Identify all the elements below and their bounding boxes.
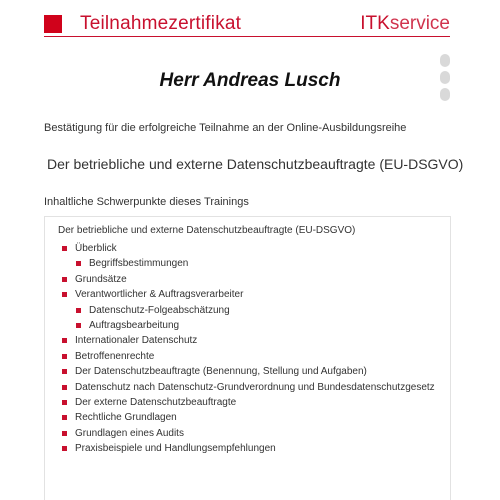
- red-square-bullet-icon: [62, 385, 67, 390]
- topic-item: [62, 395, 435, 410]
- topic-item: [62, 272, 435, 287]
- topic-item: [62, 287, 435, 302]
- red-square-bullet-icon: [62, 277, 67, 282]
- topics-box: [44, 216, 451, 500]
- topic-item: [62, 241, 435, 256]
- topic-subitem: [76, 318, 435, 333]
- red-square-bullet-icon: [62, 400, 67, 405]
- topic-label: Grundlagen eines Audits: [75, 427, 184, 439]
- topic-label: Begriffsbestimmungen: [89, 258, 189, 270]
- topic-item: [62, 426, 435, 441]
- topic-subitem: [76, 256, 435, 271]
- topics-heading: Inhaltliche Schwerpunkte dieses Trainings: [44, 196, 249, 208]
- topic-label: Auftragsbearbeitung: [89, 319, 180, 331]
- red-square-bullet-icon: [62, 446, 67, 451]
- topic-item: [62, 380, 435, 395]
- certificate-header: [44, 12, 450, 37]
- red-square-bullet-icon: [62, 431, 67, 436]
- red-square-bullet-icon: [76, 308, 81, 313]
- red-square-bullet-icon: [62, 246, 67, 251]
- topic-item: [62, 364, 435, 379]
- topic-label: Der Datenschutzbeauftragte (Benennung, Stellung und Aufgaben): [75, 366, 367, 378]
- topic-label: Betroffenenrechte: [75, 350, 155, 362]
- red-square-bullet-icon: [62, 338, 67, 343]
- topics-box-title: Der betriebliche und externe Datenschutzbeauftragte (EU-DSGVO): [58, 225, 356, 236]
- topic-label: Grundsätze: [75, 273, 127, 285]
- topic-item: [62, 349, 435, 364]
- red-square-bullet-icon: [62, 292, 67, 297]
- red-square-logo-icon: [44, 15, 62, 33]
- red-square-bullet-icon: [62, 354, 67, 359]
- topic-label: Verantwortlicher & Auftragsverarbeiter: [75, 289, 244, 301]
- brand-name-strong: ITK: [360, 13, 390, 34]
- red-square-bullet-icon: [76, 323, 81, 328]
- topic-subitem: [76, 303, 435, 318]
- course-title: Der betriebliche und externe Datenschutzbeauftragte (EU-DSGVO): [47, 156, 464, 172]
- topic-list: [62, 241, 435, 456]
- brand-name-light: service: [389, 13, 450, 34]
- topic-label: Rechtliche Grundlagen: [75, 412, 177, 424]
- topic-item: [62, 333, 435, 348]
- confirmation-text: Bestätigung für die erfolgreiche Teilnahme an der Online-Ausbildungsreihe: [44, 122, 407, 134]
- header-title: Teilnahmezertifikat: [80, 13, 242, 34]
- red-square-bullet-icon: [62, 415, 67, 420]
- red-square-bullet-icon: [62, 369, 67, 374]
- scroll-dot-icon: [440, 54, 450, 67]
- red-square-bullet-icon: [76, 261, 81, 266]
- topic-item: [62, 410, 435, 425]
- topic-label: Internationaler Datenschutz: [75, 335, 198, 347]
- brand-logo: [360, 13, 450, 35]
- topic-item: [62, 441, 435, 456]
- topic-label: Der externe Datenschutzbeauftragte: [75, 396, 237, 408]
- topic-label: Datenschutz nach Datenschutz-Grundverordnung und Bundesdatenschutzgesetz: [75, 381, 435, 393]
- participant-name: Herr Andreas Lusch: [159, 70, 341, 91]
- topic-label: Praxisbeispiele und Handlungsempfehlungen: [75, 443, 276, 455]
- topic-label: Datenschutz-Folgeabschätzung: [89, 304, 230, 316]
- topic-label: Überblick: [75, 243, 117, 254]
